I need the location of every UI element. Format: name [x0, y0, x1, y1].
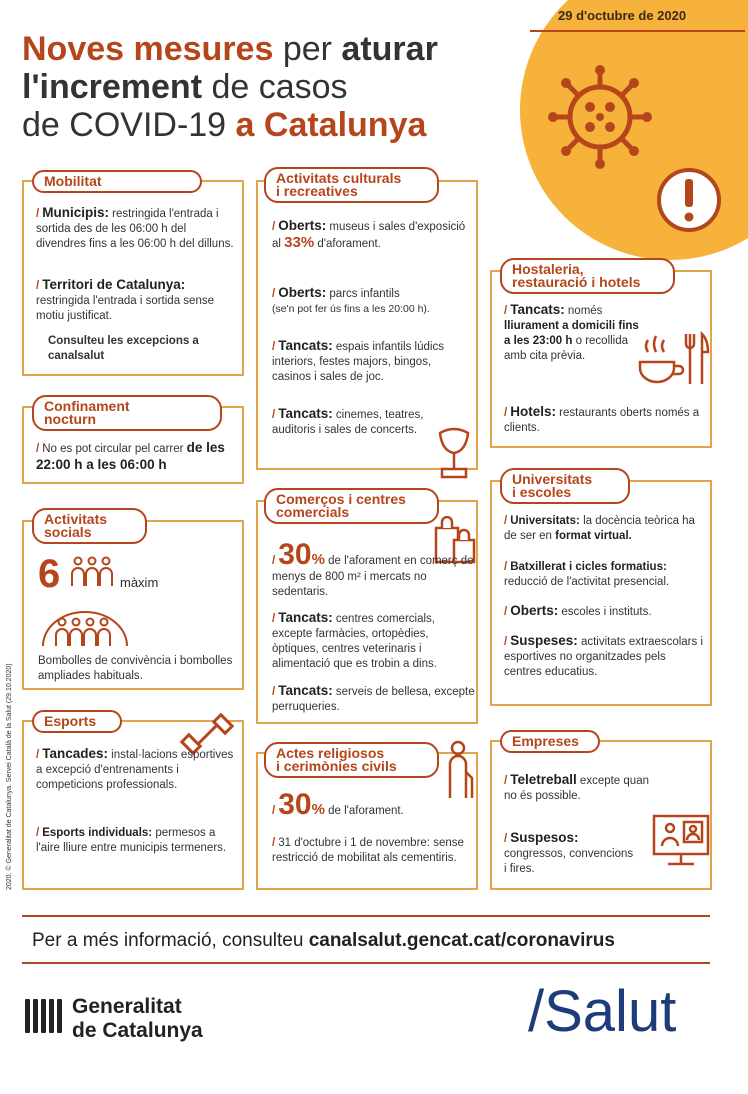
socials-text: Bombolles de convivència i bombolles ampliades habituals. [38, 655, 233, 682]
socials-six: 6 [38, 552, 61, 596]
culturals-item-parcs: / Oberts: parcs infantils (se'n pot fer ús fins a les 20:00 h). [272, 285, 430, 315]
hostaleria-item-hotels: / Hotels: restaurants oberts només a clients. [504, 404, 700, 434]
mobilitat-excepcions: Consulteu les excepcions a canalsalut [48, 335, 199, 362]
confinament-label: Confinament nocturn [32, 395, 222, 431]
empreses-label: Empreses [500, 730, 600, 753]
bubble-group-icon [40, 608, 130, 648]
esports-item-tancades: / Tancades: instal·lacions esportives a excepció d'entrenaments i competicions professionals. [36, 746, 234, 791]
esports-item-individuals: / Esports individuals: permesos a l'aire lliure entre municipis termeners. [36, 827, 227, 854]
comercos-item-bellesa: / Tancats: serveis de bellesa, excepte perruqueries. [272, 683, 475, 713]
universitats-item-batxillerat: / Batxillerat i cicles formatius: reducció de l'activitat presencial. [504, 561, 670, 588]
universitats-item-docencia: / Universitats: la docència teòrica ha de ser en format virtual. [504, 515, 695, 542]
warning-icon [654, 165, 724, 235]
mobilitat-item-territori: / Territori de Catalunya: restringida l'entrada i sortida sense motiu justificat. [36, 277, 214, 322]
generalitat-name: Generalitat de Catalunya [72, 995, 203, 1042]
socials-label: Activitats socials [32, 508, 147, 544]
hostaleria-item-tancats: / Tancats: només lliurament a domicili fins a les 23:00 h o recollida amb cita prèvia. [504, 302, 639, 362]
date: 29 d'octubre de 2020 [558, 8, 687, 23]
universitats-item-oberts: / Oberts: escoles i instituts. [504, 603, 652, 618]
confinament-item: / No es pot circular pel carrer de les 22:00 h a les 06:00 h [36, 440, 225, 472]
canalsalut-link[interactable]: canalsalut.gencat.cat/coronavirus [308, 930, 615, 951]
religiosos-item-aforament: / 30% de l'aforament. [272, 788, 404, 821]
culturals-label: Activitats culturals i recreatives [264, 167, 439, 203]
mobilitat-item-municipis: / Municipis: restringida l'entrada i sortida des de les 06:00 h del divendres fins a les 06:00 h del dilluns. [36, 205, 234, 250]
generalitat-logo-icon [22, 995, 64, 1037]
footer-divider-top [22, 915, 710, 917]
videoconference-icon [650, 812, 712, 868]
virus-icon [545, 62, 655, 172]
comercos-item-aforament: / 30% de l'aforament en comerç de menys de 800 m² i mercats no sedentaris. [272, 538, 474, 598]
culturals-item-espais: / Tancats: espais infantils lúdics interiors, festes majors, bingos, casinos i sales de joc. [272, 338, 444, 383]
food-icon [634, 330, 710, 388]
page-title: Noves mesures per aturar l'increment de casos de COVID-19 a Catalunya [22, 30, 438, 144]
date-divider [530, 30, 745, 32]
socials-maxim: màxim [120, 575, 159, 590]
culturals-item-museus: / Oberts: museus i sales d'exposició al 33% d'aforament. [272, 218, 466, 251]
religiosos-label: Actes religiosos i cerimònies civils [264, 742, 439, 778]
esports-label: Esports [32, 710, 122, 733]
comercos-label: Comerços i centres comercials [264, 488, 439, 524]
empreses-item-suspesos: / Suspesos: congressos, convencions i fires. [504, 830, 634, 875]
hostaleria-label: Hostaleria, restauració i hotels [500, 258, 675, 294]
theatre-masks-icon [434, 425, 474, 483]
salut-logo: /Salut [528, 979, 677, 1044]
universitats-label: Universitats i escoles [500, 468, 630, 504]
mobilitat-label: Mobilitat [32, 170, 202, 193]
people-group-icon [68, 556, 116, 588]
more-info: Per a més informació, consulteu canalsalut.gencat.cat/coronavirus [32, 930, 615, 951]
culturals-item-cinemes: / Tancats: cinemes, teatres, auditoris i sales de concerts. [272, 406, 424, 436]
copyright-credit: 2020. © Generalitat de Catalunya. Servei Català de la Salut (29.10.2020) [6, 663, 13, 890]
comercos-item-centres: / Tancats: centres comercials, excepte farmàcies, ortopèdies, òptiques, centres veterinaris i alimentació que es trobin a dins. [272, 610, 437, 670]
footer-divider-bottom [22, 962, 710, 964]
empreses-item-teletreball: / Teletreball excepte quan no és possible. [504, 772, 649, 802]
universitats-item-suspeses: / Suspeses: activitats extraescolars i esportives no organitzades pels centres educatius. [504, 633, 704, 678]
religiosos-item-cementiris: / 31 d'octubre i 1 de novembre: sense restricció de mobilitat als cementiris. [272, 837, 464, 864]
